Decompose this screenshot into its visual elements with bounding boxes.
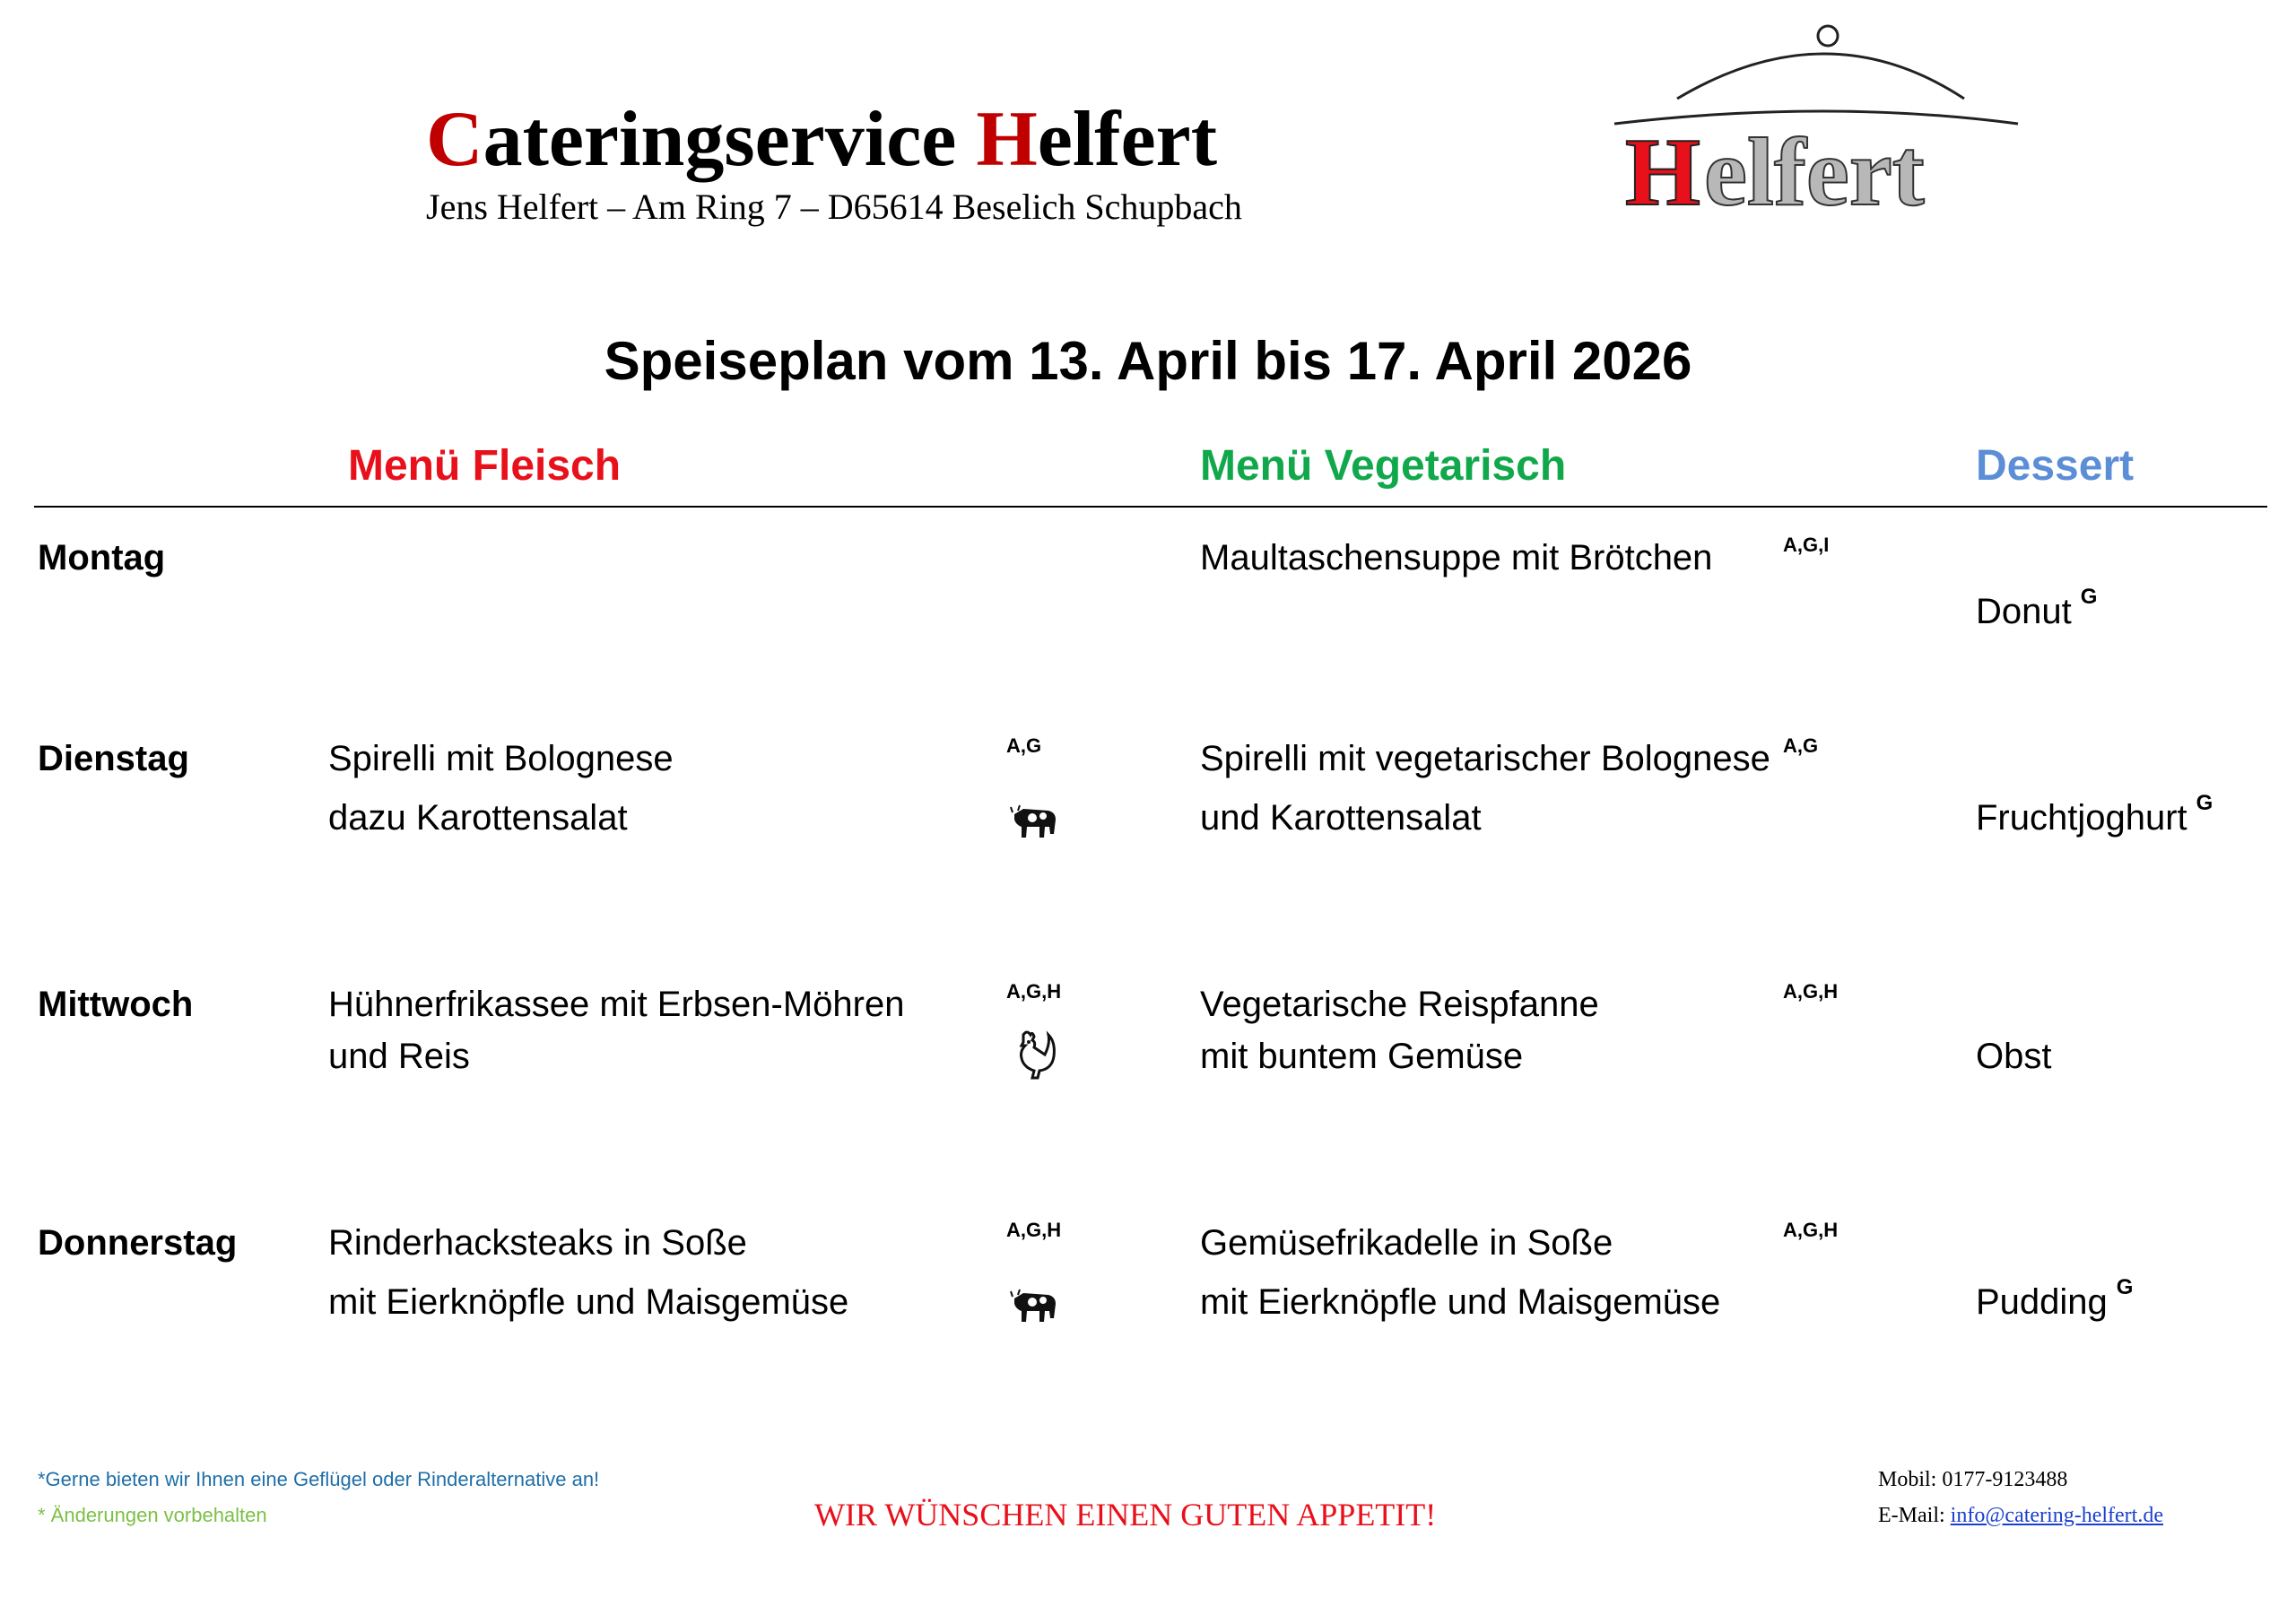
dessert-dienstag [1976,791,2213,838]
email-label: E-Mail: [1878,1504,1951,1527]
title-part2: elfert [1037,96,1217,183]
day-label-mittwoch: Mittwoch [38,985,194,1024]
meat-dish-line2-donnerstag: mit Eierknöpfle und Maisgemüse [328,1282,849,1322]
column-header-meat: Menü Fleisch [348,442,622,490]
meat-dish-line1-dienstag: Spirelli mit Bolognese [328,739,674,778]
column-header-vegetarian: Menü Vegetarisch [1200,442,1567,490]
day-label-montag: Montag [38,538,166,578]
day-label-donnerstag: Donnerstag [38,1223,238,1263]
dessert-allergens: G [2116,1275,2134,1299]
veg-dish-line2-dienstag: und Karottensalat [1200,798,1482,838]
veg-dish-montag: Maultaschensuppe mit Brötchen [1200,538,1713,578]
title-initial-c: C [426,96,483,183]
helfert-logo [1605,18,2036,215]
veg-allergens-donnerstag: A,G,H [1783,1219,1839,1241]
column-header-dessert: Dessert [1976,442,2135,490]
meat-dish-line1-donnerstag: Rinderhacksteaks in Soße [328,1223,747,1263]
veg-allergens-dienstag: A,G [1783,734,1819,757]
footer-changes-note: * Änderungen vorbehalten [38,1504,267,1526]
dessert-montag [1976,585,2098,632]
dessert-text: Donut [1976,592,2072,631]
veg-dish-line1-mittwoch: Vegetarische Reispfanne [1200,985,1599,1024]
company-address: Jens Helfert – Am Ring 7 – D65614 Beselich Schupbach [426,187,1242,227]
meat-allergens-donnerstag: A,G,H [1006,1219,1062,1241]
dessert-allergens: G [2080,585,2098,609]
cow-icon [1009,1286,1059,1329]
title-initial-h: H [976,96,1038,183]
cloche-knob [1818,26,1838,46]
rooster-icon [1009,1029,1059,1080]
dessert-mittwoch [1976,1037,2060,1077]
veg-allergens-mittwoch: A,G,H [1783,980,1839,1003]
contact-mobile: Mobil: 0177-9123488 [1878,1468,2068,1491]
email-link[interactable]: info@catering-helfert.de [1950,1504,2163,1527]
veg-dish-line1-donnerstag: Gemüsefrikadelle in Soße [1200,1223,1613,1263]
appetit-message: WIR WÜNSCHEN EINEN GUTEN APPETIT! [814,1497,1437,1533]
logo-letter-h: H [1625,119,1701,215]
title-part1: ateringservice [483,96,977,183]
footer-alternative-note: *Gerne bieten wir Ihnen eine Geflügel oder Rinderalternative an! [38,1468,600,1490]
veg-dish-line1-dienstag: Spirelli mit vegetarischer Bolognese [1200,739,1770,778]
plan-title: Speiseplan vom 13. April bis 17. April 2026 [604,331,1692,391]
meat-allergens-dienstag: A,G [1006,734,1042,757]
dessert-allergens: G [2196,791,2213,815]
veg-allergens-montag: A,G,I [1783,534,1830,556]
day-label-dienstag: Dienstag [38,739,189,778]
header-divider [34,506,2267,508]
contact-email [1878,1504,2163,1528]
dessert-donnerstag [1976,1275,2134,1323]
meat-allergens-mittwoch: A,G,H [1006,980,1062,1003]
logo-wordmark: elfert [1704,119,1925,215]
cow-icon [1009,802,1059,845]
meat-dish-line1-mittwoch: Hühnerfrikassee mit Erbsen-Möhren [328,985,905,1024]
dessert-text: Pudding [1976,1282,2108,1322]
meat-dish-line2-mittwoch: und Reis [328,1037,470,1076]
meat-dish-line2-dienstag: dazu Karottensalat [328,798,628,838]
company-title [426,96,1217,183]
dessert-text: Fruchtjoghurt [1976,798,2187,838]
dessert-text: Obst [1976,1037,2052,1076]
cloche-dome [1677,54,1964,99]
veg-dish-line2-donnerstag: mit Eierknöpfle und Maisgemüse [1200,1282,1721,1322]
veg-dish-line2-mittwoch: mit buntem Gemüse [1200,1037,1524,1076]
